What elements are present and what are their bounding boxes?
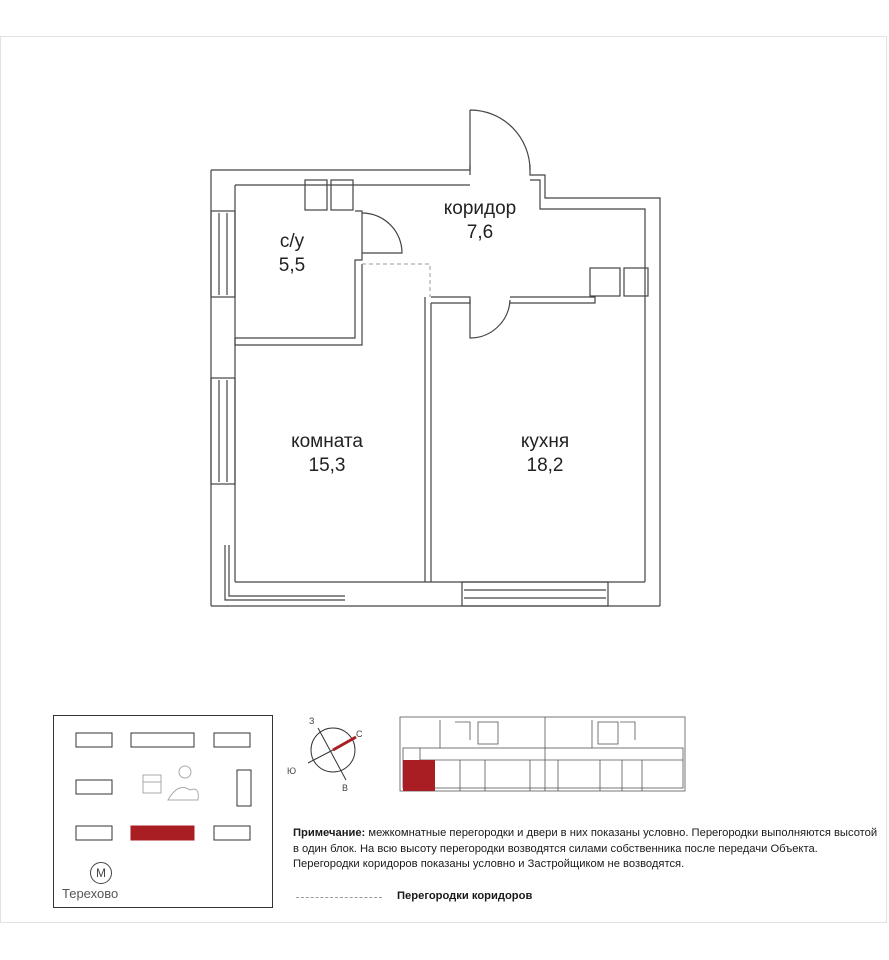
metro-station-label: Терехово bbox=[62, 886, 119, 901]
room-label-bathroom bbox=[262, 230, 322, 278]
compass-west-label: З bbox=[309, 716, 315, 726]
compass-east-label: В bbox=[342, 783, 349, 793]
room-area: 18,2 bbox=[526, 455, 564, 476]
corridor-partition bbox=[362, 264, 430, 297]
bathroom-door bbox=[362, 213, 402, 253]
metro-icon: М bbox=[90, 862, 112, 884]
compass-north-label: С bbox=[356, 729, 363, 739]
room-name: коридор bbox=[443, 198, 517, 219]
kitchen-door bbox=[470, 300, 510, 338]
compass-north-arrow bbox=[333, 737, 356, 750]
outer-wall-bottom bbox=[211, 582, 660, 606]
wall-corridor-bottom bbox=[431, 297, 595, 303]
site-plan-frame bbox=[53, 715, 273, 908]
floor-key-plan bbox=[400, 717, 685, 791]
room-area: 5,5 bbox=[278, 255, 306, 276]
entry-door bbox=[470, 110, 530, 175]
legend-dashed-line bbox=[296, 897, 382, 898]
outer-wall-top bbox=[211, 165, 470, 185]
room-name: комната bbox=[291, 431, 363, 452]
wall-kitchen-left bbox=[425, 297, 431, 582]
room-area: 7,6 bbox=[466, 222, 494, 243]
window-bathroom bbox=[211, 211, 235, 297]
window-room bbox=[211, 378, 235, 484]
note-title: Примечание: bbox=[293, 827, 366, 839]
outer-wall-left bbox=[211, 170, 235, 606]
note-text bbox=[293, 826, 883, 873]
room-name: с/у bbox=[279, 231, 305, 252]
floor-key-selected-unit bbox=[403, 760, 435, 791]
room-label-living-room bbox=[272, 430, 382, 478]
room-label-corridor bbox=[425, 197, 535, 245]
room-area: 15,3 bbox=[308, 455, 346, 476]
shaft-3 bbox=[590, 268, 620, 296]
outer-wall-top-right bbox=[530, 165, 660, 606]
window-kitchen bbox=[462, 582, 608, 606]
legend-label: Перегородки коридоров bbox=[397, 890, 533, 902]
room-name: кухня bbox=[520, 431, 570, 452]
room-label-kitchen bbox=[490, 430, 600, 478]
note-body: межкомнатные перегородки и двери в них показаны условно. Перегородки выполняются высотой в один блок. На всю высоту перегородки возводятся силами собственника после передачи Объекта. Перегородки коридоров показаны условно и Застройщиком не возводятся. bbox=[293, 827, 878, 870]
compass bbox=[308, 728, 356, 780]
corner-detail bbox=[225, 545, 345, 600]
compass-south-label: Ю bbox=[287, 766, 297, 776]
